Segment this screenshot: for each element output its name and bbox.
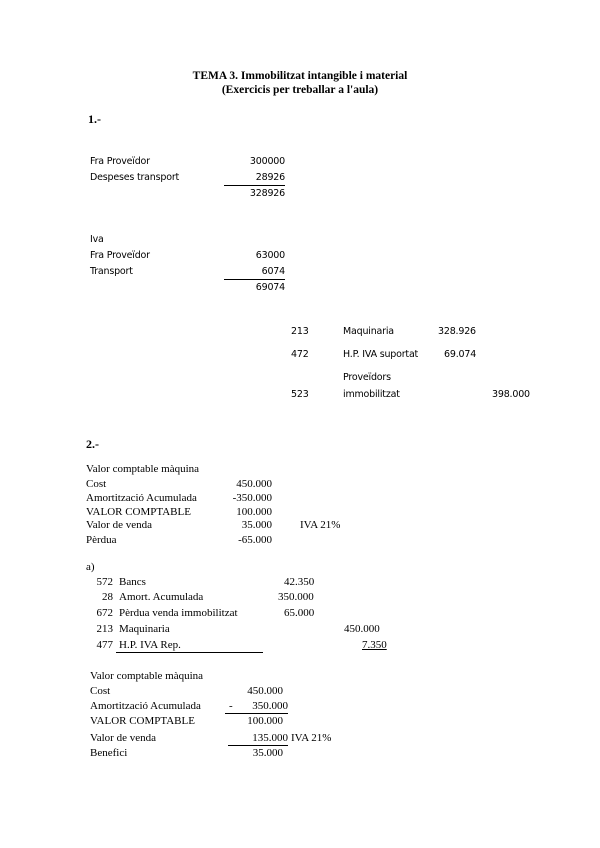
account-number: 672 (96, 607, 113, 619)
amort-sign: - (229, 700, 233, 712)
account-number: 472 (291, 349, 309, 360)
exercise-2-heading: 2.- (86, 437, 99, 451)
amort-value: 350.000 (252, 700, 288, 712)
debit-amount: 65.000 (284, 607, 315, 619)
row-underline (228, 745, 288, 746)
exercise-1-heading: 1.- (88, 112, 101, 126)
sale-label: Valor de venda (86, 519, 152, 531)
result-value: -65.000 (238, 534, 272, 546)
iva-row-label: Fra Proveïdor (90, 250, 150, 261)
credit-amount: 7.350 (362, 639, 387, 651)
cost-label: Cost (90, 685, 111, 697)
document-subtitle: (Exercicis per treballar a l'aula) (221, 84, 379, 96)
account-name: immobilitzat (343, 389, 400, 400)
account-name: H.P. IVA suportat (343, 349, 419, 360)
account-number: 213 (291, 326, 309, 337)
sum-underline (224, 279, 285, 280)
sum-underline (224, 185, 285, 186)
account-number: 477 (96, 639, 113, 651)
credit-amount: 450.000 (344, 623, 380, 635)
block-title: Valor comptable màquina (90, 670, 204, 682)
result-label: Benefici (90, 747, 128, 759)
debit-amount: 350.000 (278, 591, 314, 603)
cost-label: Cost (86, 478, 107, 490)
iva-total: 69074 (255, 282, 285, 293)
row-underline (116, 652, 263, 653)
iva-row-label: Transport (90, 266, 133, 277)
account-number: 28 (102, 591, 113, 603)
block-title: Valor comptable màquina (86, 463, 200, 475)
amort-value: -350.000 (232, 492, 272, 504)
debit-amount: 328.926 (438, 326, 476, 337)
book-value-value: 100.000 (247, 715, 283, 727)
book-value-value: 100.000 (236, 506, 272, 518)
iva-note: IVA 21% (300, 519, 341, 531)
account-name: Proveïdors (343, 372, 391, 383)
sale-label: Valor de venda (90, 732, 156, 744)
book-value-label: VALOR COMPTABLE (90, 715, 195, 727)
iva-row-value: 63000 (255, 250, 285, 261)
account-name: Maquinaria (119, 623, 170, 635)
invoice-total: 328926 (249, 188, 285, 199)
cost-value: 450.000 (236, 478, 272, 490)
row-underline (225, 713, 288, 714)
cost-value: 450.000 (247, 685, 283, 697)
invoice-row-value: 28926 (255, 172, 285, 183)
account-number: 213 (96, 623, 113, 635)
sale-value: 135.000 (252, 732, 288, 744)
account-number: 572 (96, 576, 113, 588)
invoice-row-label: Despeses transport (90, 172, 180, 183)
credit-amount: 398.000 (492, 389, 530, 400)
iva-note: IVA 21% (291, 732, 332, 744)
amort-label: Amortització Acumulada (90, 700, 201, 712)
account-name: Pèrdua venda immobilitzat (119, 607, 238, 619)
part-a-label: a) (86, 561, 95, 573)
iva-heading: Iva (90, 234, 104, 245)
account-name: Bancs (119, 576, 146, 588)
document-title: TEMA 3. Immobilitzat intangible i material (192, 70, 408, 82)
account-number: 523 (291, 389, 309, 400)
account-name: Maquinaria (343, 326, 394, 337)
book-value-label: VALOR COMPTABLE (86, 506, 191, 518)
account-name: H.P. IVA Rep. (119, 639, 181, 651)
account-name: Amort. Acumulada (119, 591, 204, 603)
invoice-row-value: 300000 (249, 156, 285, 167)
debit-amount: 69.074 (444, 349, 477, 360)
result-value: 35.000 (252, 747, 283, 759)
amort-label: Amortització Acumulada (86, 492, 197, 504)
result-label: Pèrdua (86, 534, 117, 546)
sale-value: 35.000 (241, 519, 272, 531)
iva-row-value: 6074 (261, 266, 285, 277)
debit-amount: 42.350 (284, 576, 315, 588)
invoice-row-label: Fra Proveïdor (90, 156, 150, 167)
